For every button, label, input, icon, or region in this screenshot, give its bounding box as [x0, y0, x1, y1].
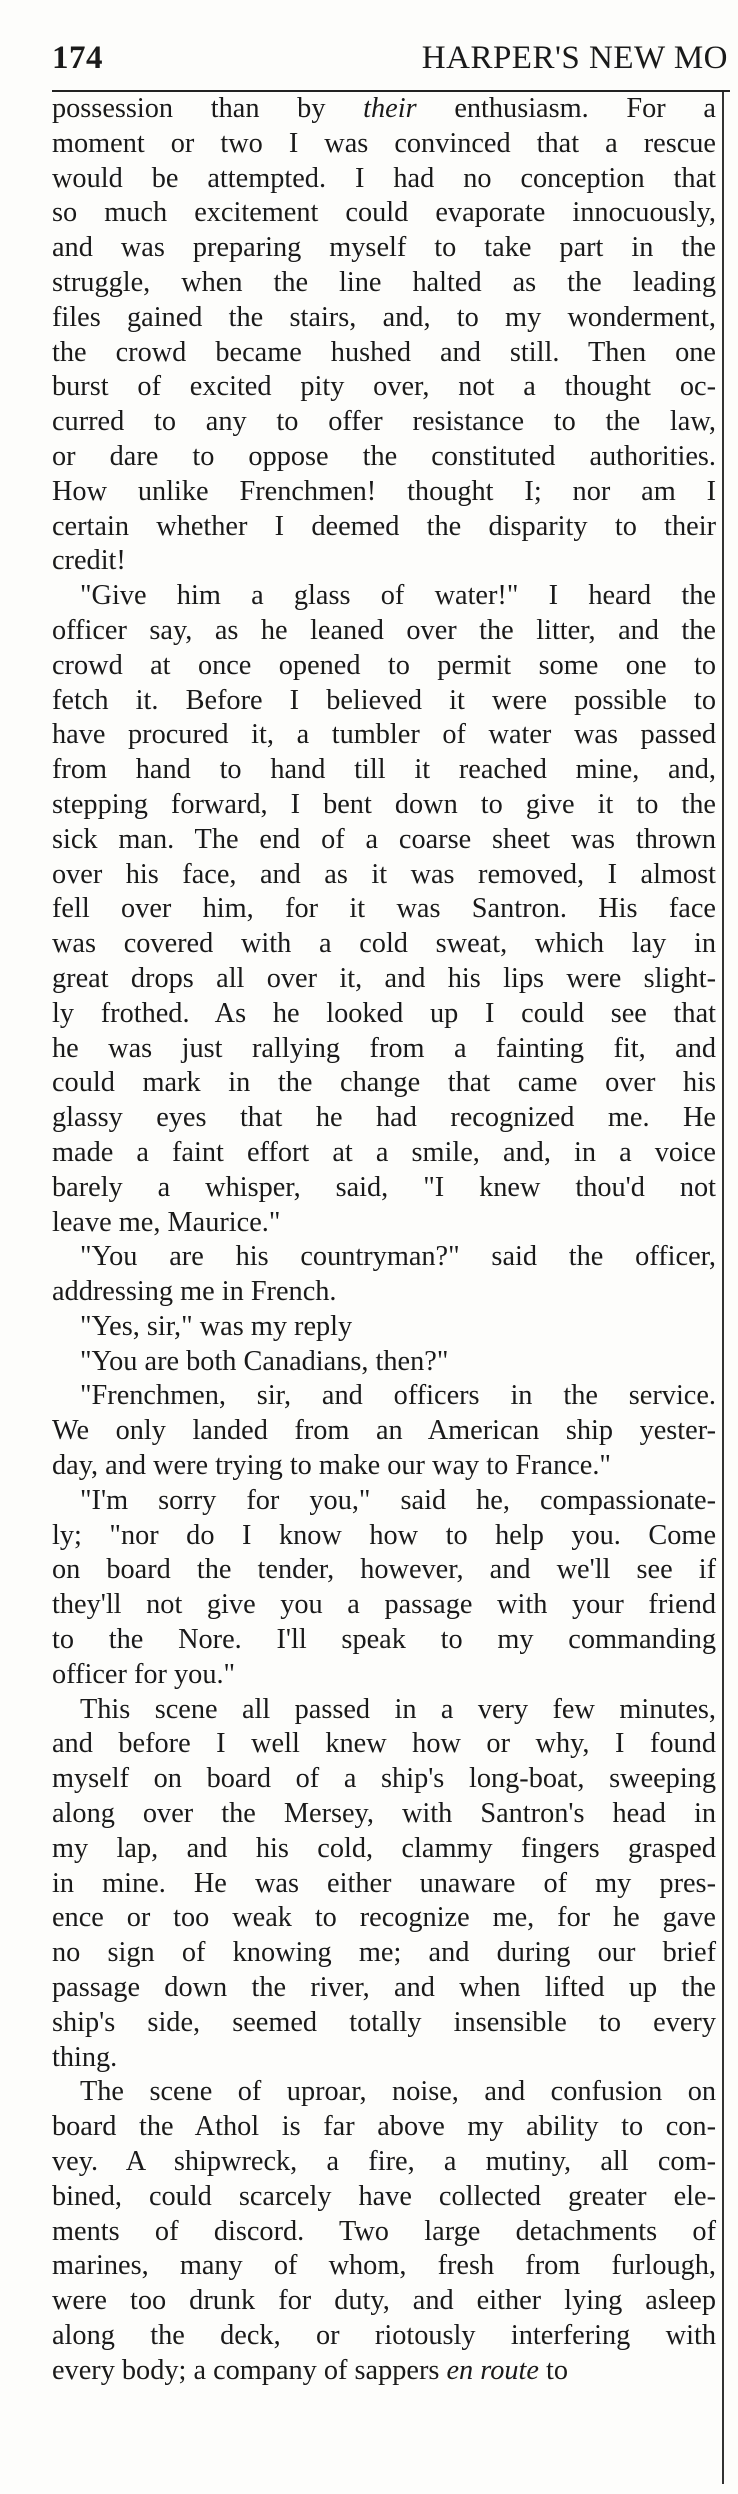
text-line: How unlike Frenchmen! thought I; nor am I	[52, 475, 716, 507]
text-line: stepping forward, I bent down to give it to the	[52, 788, 716, 820]
paragraph	[52, 1484, 716, 1693]
paragraph	[52, 1345, 716, 1380]
text-line: my lap, and his cold, clammy fingers grasped	[52, 1832, 716, 1864]
text-line: could mark in the change that came over his	[52, 1067, 716, 1099]
paragraph	[52, 579, 716, 1240]
text-line: the crowd became hushed and still. Then one	[52, 336, 716, 368]
text-line: curred to any to offer resistance to the law,	[52, 406, 716, 438]
page-number: 174	[52, 40, 103, 76]
text-line: from hand to hand till it reached mine, and,	[52, 754, 716, 786]
text-line: "You are his countryman?" said the officer,	[80, 1241, 716, 1273]
column-rule	[722, 92, 724, 2484]
text-line: and was preparing myself to take part in the	[52, 232, 716, 264]
paragraph	[52, 92, 716, 579]
text-line: ments of discord. Two large detachments of	[52, 2215, 716, 2247]
text-line: "Frenchmen, sir, and officers in the service.	[80, 1380, 716, 1412]
text-line: they'll not give you a passage with your friend	[52, 1589, 716, 1621]
text-line: addressing me in French.	[52, 1276, 337, 1308]
text-line: day, and were trying to make our way to France."	[52, 1450, 611, 1482]
text-line: fetch it. Before I believed it were possible to	[52, 684, 716, 716]
text-line: no sign of knowing me; and during our brief	[52, 1937, 716, 1969]
text-line: great drops all over it, and his lips were slight-	[52, 962, 716, 994]
text-line: barely a whisper, said, "I knew thou'd not	[52, 1171, 716, 1203]
text-line: passage down the river, and when lifted up the	[52, 1972, 716, 2004]
text-line: in mine. He was either unaware of my pres-	[52, 1867, 716, 1899]
paragraph	[52, 1310, 716, 1345]
text-line: sick man. The end of a coarse sheet was thrown	[52, 823, 716, 855]
text-line: over his face, and as it was removed, I almost	[52, 858, 716, 890]
running-head	[52, 36, 728, 80]
text-line: files gained the stairs, and, to my wonderment,	[52, 301, 716, 333]
text-line: along the deck, or riotously interfering with	[52, 2320, 716, 2351]
text-line: he was just rallying from a fainting fit, and	[52, 1032, 716, 1064]
text-line: We only landed from an American ship yester-	[52, 1415, 716, 1447]
text-line: were too drunk for duty, and either lying asleep	[52, 2285, 716, 2317]
text-line: ly frothed. As he looked up I could see that	[52, 997, 716, 1029]
text-line: was covered with a cold sweat, which lay in	[52, 928, 716, 960]
text-line: glassy eyes that he had recognized me. He	[52, 1102, 716, 1134]
text-line: and before I well knew how or why, I found	[52, 1728, 716, 1760]
text-line: "You are both Canadians, then?"	[80, 1345, 449, 1377]
text-line: on board the tender, however, and we'll see if	[52, 1554, 716, 1586]
paragraph	[52, 1693, 716, 2076]
text-line: officer say, as he leaned over the litter, and the	[52, 614, 716, 646]
text-line: possession than by their enthusiasm. For a	[52, 93, 716, 124]
text-line: ship's side, seemed totally insensible to every	[52, 2006, 716, 2038]
text-line: This scene all passed in a very few minutes,	[80, 1693, 716, 1725]
text-line: to the Nore. I'll speak to my commanding	[52, 1624, 716, 1656]
text-line: burst of excited pity over, not a thought oc-	[52, 371, 716, 403]
text-line: every body; a company of sappers en route to	[52, 2354, 569, 2386]
text-line: certain whether I deemed the disparity to their	[52, 510, 716, 542]
paragraph	[52, 1240, 716, 1310]
text-line: The scene of uproar, noise, and confusion on	[80, 2076, 716, 2108]
text-line: so much excitement could evaporate innocuously,	[52, 197, 716, 229]
paragraph	[52, 1379, 716, 1483]
text-line: myself on board of a ship's long-boat, sweeping	[52, 1763, 716, 1795]
text-line: "I'm sorry for you," said he, compassionate-	[80, 1484, 716, 1516]
text-line: struggle, when the line halted as the leading	[52, 266, 716, 298]
paragraph	[52, 2075, 716, 2388]
text-line: vey. A shipwreck, a fire, a mutiny, all com-	[52, 2146, 716, 2178]
text-line: would be attempted. I had no conception that	[52, 162, 716, 194]
text-line: bined, could scarcely have collected greater ele-	[52, 2180, 716, 2212]
text-line: ence or too weak to recognize me, for he gave	[52, 1902, 716, 1934]
text-line: ly; "nor do I know how to help you. Come	[52, 1519, 716, 1551]
text-line: or dare to oppose the constituted authorities.	[52, 440, 716, 472]
body-text-column	[52, 92, 716, 2389]
text-line: leave me, Maurice."	[52, 1206, 281, 1238]
text-line: along over the Mersey, with Santron's head in	[52, 1798, 716, 1830]
journal-title: HARPER'S NEW MO	[421, 40, 728, 76]
text-line: have procured it, a tumbler of water was passed	[52, 719, 716, 751]
text-line: marines, many of whom, fresh from furlough,	[52, 2250, 716, 2282]
text-line: "Give him a glass of water!" I heard the	[80, 580, 716, 612]
text-line: moment or two I was convinced that a rescue	[52, 127, 716, 159]
text-line: crowd at once opened to permit some one to	[52, 649, 716, 681]
text-line: "Yes, sir," was my reply	[80, 1310, 353, 1342]
text-line: made a faint effort at a smile, and, in a voice	[52, 1136, 716, 1168]
text-line: fell over him, for it was Santron. His face	[52, 893, 716, 925]
text-line: credit!	[52, 545, 126, 577]
text-line: officer for you."	[52, 1658, 236, 1690]
text-line: board the Athol is far above my ability to con-	[52, 2111, 716, 2143]
text-line: thing.	[52, 2041, 118, 2073]
